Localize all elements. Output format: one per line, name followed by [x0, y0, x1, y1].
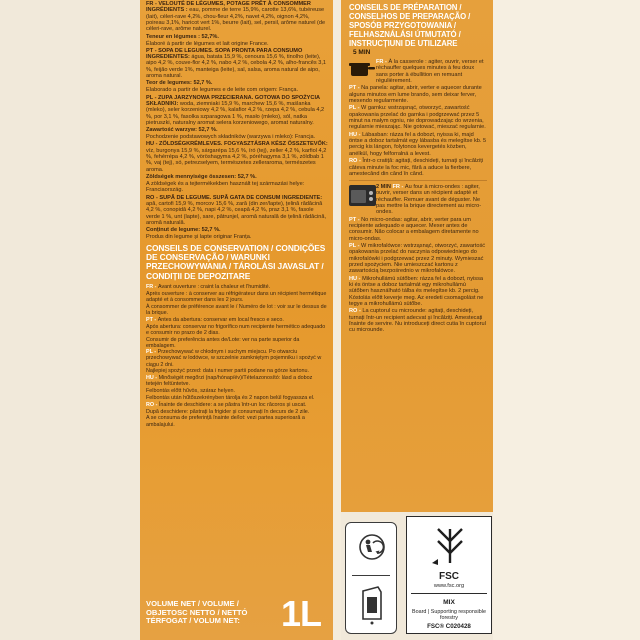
hu-section: [146, 141, 329, 173]
blank-flap: [493, 0, 640, 640]
recycling-logo: [345, 522, 397, 634]
ro-storage-after: După deschidere: păstrați la frigider și consumați în decurs de 2 zile.: [146, 408, 310, 415]
ro-microwave: RO - La cuptorul cu microunde: agitați, deschideți, turnați într-un recipient adecvat și încălziți. Amestecați înainte de servire. Nu introduceți direct cutia în cuptorul cu microunde.: [349, 308, 486, 334]
pt-title: PT - SOPA DE LEGUMES. SOPA PRONTA PARA CONSUMO: [146, 47, 303, 54]
triman-recycle-icon: [358, 533, 386, 561]
ro-origin: Produs din legume și lapte originar Franța.: [146, 234, 252, 241]
ingredients-panel: [140, 0, 333, 640]
fr-microwave: 2 MIN FR - Au four à micro-ondes : agiter, ouvrir, verser dans un récipient adapté et réchauffer. Remuer avant de déguster. Ne pas mettre la brique directement au micro-ondes.: [376, 184, 482, 216]
preparation-title: CONSEILS DE PRÉPARATION / CONSELHOS DE PREPARAÇÃO / SPOSÓB PRZYGOTOWANIA / FELHASZNÁLÁSI ÚTMUTATÓ / INSTRUCȚIUNI DE UTILIZARE: [349, 3, 471, 48]
hu-storage-date: HU - Minőségét megőrzi (nap/hónap/év)/Tételazonosító: lásd a doboz tetején feltüntetve.: [146, 375, 313, 388]
pt-storage-date: Consumir de preferência antes de/Lote: ver na parte superior da embalagem.: [146, 336, 300, 349]
hu-storage-after: Felbontás után hűtőszekrényben tárolja és 2 napon belül fogyassza el.: [146, 394, 315, 401]
saucepan-icon: [349, 59, 375, 79]
pt-legumes: Teor de legumes: 52,7 %.: [146, 80, 213, 87]
pl-ingredients-label: SKŁADNIKI:: [146, 100, 179, 107]
fr-legumes: Teneur en légumes : 52,7%.: [146, 33, 219, 40]
hu-title: HU - ZÖLDSÉGKRÉMLEVES. FOGYASZTÁSRA KÉSZ: [146, 141, 287, 148]
saucepan-instructions: [349, 49, 487, 177]
fsc-tree-icon: [428, 523, 472, 567]
pt-ingredients: água, batata 15,9 %, cenoura 15,6 %, tinolho (leite), aipo 4,2 %, couve-flor 4,2 %, nabo 4,2 %, cebola 4,2 %, alho-francês 3,1 %, feijão verde 1%, manteiga (leite), sal, salsa, aroma natural de aipo, aroma natural.: [146, 54, 327, 80]
storage-title: CONSEILS DE CONSERVATION / CONDIÇÕES DE CONSERVAÇÃO / WARUNKI PRZECHOWYWANIA / TÁROLÁSI JAVASLAT / CONDIȚII DE DEPOZITARE: [146, 242, 326, 281]
pan-minutes: 5 MIN: [353, 49, 371, 56]
recycling-divider: [352, 575, 390, 576]
fr-origin: Élaboré à partir de légumes et lait origine France.: [146, 40, 269, 47]
pt-origin: Elaborado a partir de legumes e de leite com origem: França.: [146, 87, 299, 94]
pl-ingredients: woda, ziemniaki 15,9 %, marchew 15,6 %, maślanka (mleko), seler korzeniowy 4,2 %, kalafior 4,2 %, rzepa 4,2 %, cebula 4,2 %, por 3,1 %, fasolka szparagowa 1 %, masło (mleko), sól, natka pietruszki, naturalny aromat selera korzeniowego, aromat naturalny.: [146, 100, 325, 126]
carton-sorting-icon: [358, 583, 386, 625]
microwave-icon: [349, 185, 376, 206]
pl-origin: Pochodzenie podstawowych składników (warzywa i mleko): Francja.: [146, 134, 316, 141]
fr-storage-before: FR - Avant ouverture : craint la chaleur et l'humidité.: [146, 284, 271, 291]
fsc-url: www.fsc.org: [433, 583, 465, 589]
pl-storage-date: Najlepiej spożyć przed: data i numer partii podane na górze kartonu.: [146, 368, 310, 375]
hu-pan: HU - Lábasban: rázza fel a dobozt, nyissa ki, majd öntse a doboz tartalmát egy lábasba és melegítse kb. 5 percig kis lángon, folytonos kevergetés közben, anélkül, hogy felforralná a levest.: [349, 131, 487, 157]
fr-storage-after: Après ouverture : à conserver au réfrigérateur dans un récipient hermétique adapté et à consommer dans les 2 jours.: [146, 291, 327, 304]
storage-section: [146, 284, 329, 427]
pl-section: [146, 95, 329, 127]
fold-strip: [333, 0, 341, 640]
fsc-divider: [411, 593, 487, 594]
pt-storage-after: Após abertura: conservar no frigorífico num recipiente hermético adequado e consumir no prazo de 2 dias.: [146, 323, 326, 336]
ro-title: RO - SUPĂ DE LEGUME. SUPĂ GATA DE CONSUM: [146, 194, 281, 201]
preparation-panel: [341, 0, 493, 512]
fr-title: FR - VELOUTÉ DE LÉGUMES, POTAGE PRÊT À CONSOMMER: [146, 1, 311, 7]
section-divider: [349, 180, 487, 181]
fsc-description: Board | Supporting responsible forestry: [412, 609, 486, 621]
pl-microwave: PL - W mikrofalówce: wstrząsnąć, otworzyć, zawartość opakowania przelać do naczynia odpowiedniego do mikrofalówki i podgrzewać przez 2 minuty. Wymieszać przed spożyciem. Nie umieszczać kartonu z zawartością bezpośrednio w mikrofalówce.: [349, 243, 486, 275]
pt-microwave: PT - No micro-ondas: agitar, abrir, verter para um recipiente adequado e aquecer. Mexer antes de consumir. Não colocar a embalagem diretamente no micro-ondas.: [349, 216, 479, 242]
pt-storage-before: PT - Antes da abertura: conservar em local fresco e seco.: [146, 316, 284, 323]
pl-legumes: Zawartość warzyw: 52,7 %.: [146, 127, 218, 134]
ro-ingredients: apă, cartofi 15,9 %, morcov 15,6 %, zară (din zer/lapte), țelină rădăcină 4,2 %, conopidă 4,2 %, napi 4,2 %, ceapă 4,2 %, praz 3,1 %, fasole verde 1 %, unt (lapte), sare, pătrunjel, aromă naturală de țelină rădăcină, aromă naturală.: [146, 200, 327, 226]
pt-pan: PT - Na panela: agitar, abrir, verter e aquecer durante alguns minutos em lume brando, sem deixar ferver, mexendo regularmente.: [349, 85, 482, 104]
ro-storage-before: RO - Înainte de deschidere: a se păstra într-un loc răcoros și uscat.: [146, 401, 307, 408]
pt-ingredients-label: INGREDIENTES:: [146, 54, 190, 61]
pl-pan: PL - W garnku: wstrząsnąć, otworzyć, zawartość opakowania przelać do garnka i podgrzewać przez 5 minut na małym ogniu, nie doprowadzając do wrzenia, regularnie mieszając. Nie gotować, mieszać regularnie.: [349, 105, 486, 131]
ro-section: [146, 195, 329, 227]
hu-microwave: HU - Mikrohullámú sütőben: rázza fel a dobozt, nyissa ki és öntse a doboz tartalmát egy mikrohullámú sütőben használható tálba és melegítse kb. 2 percig. Kóstolás előtt keverje meg. Az eredeti csomagolást ne tegye a mikrohullámú sütőbe.: [349, 275, 484, 307]
fsc-license-code: FSC® C020428: [427, 623, 471, 630]
fr-storage-date: À consommer de préférence avant le / Numéro de lot : voir sur le dessus de la brique.: [146, 303, 327, 316]
hu-legumes: Zöldségek mennyisége összesen: 52,7 %.: [146, 173, 257, 180]
fsc-name: FSC: [439, 571, 459, 582]
fr-ingredients: eau, pomme de terre 15,9%, carotte 13,6%, tubéreuse (lait), céleri-rave 4,2%, chou-fleur 4,2%, navet 4,2%, oignon 4,2%, poireau 3,1%, haricot vert 1%, beurre (lait), sel, persil, arôme naturel (de céleri-rave, arôme naturel.: [146, 7, 326, 33]
hu-ingredients-label: ÖSSZETEVŐK:: [287, 141, 328, 148]
fr-ingredients-label: INGRÉDIENTS :: [146, 7, 188, 14]
hu-storage-before: Felbontás előtt hűvös, száraz helyen.: [146, 388, 235, 395]
ro-legumes: Conținut de legume: 52,7 %.: [146, 227, 221, 234]
ro-storage-date: A se consuma de preferință înainte de/lot: vezi partea superioară a ambalajului.: [146, 415, 305, 428]
pl-storage: PL - Przechowywać w chłodnym i suchym miejscu. Po otwarciu przechowywać w lodówce, w szczelnie zamkniętym pojemniku i spożyć w ciągu 2 dni.: [146, 349, 322, 368]
fr-section: [146, 1, 329, 33]
pl-title: PL - ZUPA JARZYNOWA PRZECIERANA. GOTOWA DO SPOŻYCIA: [146, 94, 321, 101]
pt-section: [146, 48, 329, 80]
net-volume-value: 1L: [280, 593, 321, 634]
hu-ingredients: víz, burgonya 15,9 %, sárgarépa 15,6 %, író (tej), zeller 4,2 %, karfiol 4,2 %, fehérrépa 4,2 %, vöröshagyma 4,2 %, póréhagyma 3,1 %, zöldbab 1 %, vaj (tej), só, petrezselyem, természetes zelleraroma, természetes aroma.: [146, 147, 327, 173]
fsc-logo: [406, 516, 492, 634]
ro-pan: RO - Într-o cratiță: agitați, deschideți, turnați și încălziți câteva minute la foc mic, fără a aduce la fierbere, amestecând din când în când.: [349, 158, 484, 177]
mw-minutes: 2 MIN: [376, 184, 391, 191]
fsc-mix: MIX: [443, 599, 455, 606]
fr-pan: FR - À la casserole : agiter, ouvrir, verser et réchauffer quelques minutes à feu doux sans porter à ébullition en remuant régulièrement.: [376, 59, 484, 84]
ro-ingredients-label: INGREDIENTE:: [282, 194, 323, 201]
microwave-instructions: [349, 184, 487, 334]
net-volume: [146, 593, 327, 634]
net-volume-label: VOLUME NET / VOLUME / OBJETOSC NETTO / NETTÓ TÉRFOGAT / VOLUM NET:: [146, 599, 248, 626]
hu-origin: A zöldségek és a tejtermékekben használt tej származási helye: Franciaország.: [146, 181, 305, 194]
